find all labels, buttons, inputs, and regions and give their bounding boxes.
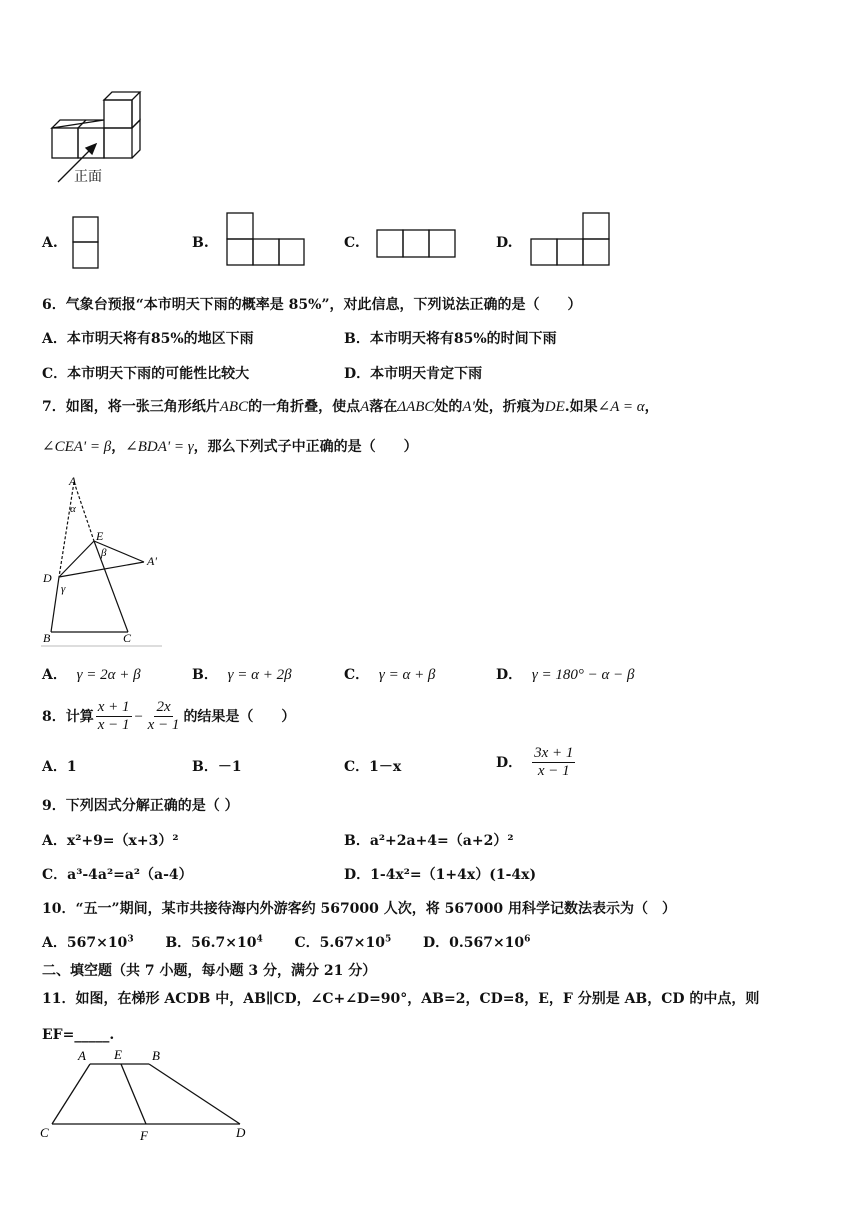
q8-stem-pre: 8．计算	[42, 708, 94, 725]
q6-option-c: C．本市明天下雨的可能性比较大	[42, 366, 250, 382]
q7-side-db	[51, 577, 59, 632]
q7-label-c: C	[123, 631, 132, 645]
q7-stem-part: 处，折痕为	[474, 399, 545, 415]
q8-fraction-1-num: x + 1	[97, 699, 130, 715]
q11-side-ac	[52, 1064, 90, 1124]
q7-label-alpha: α	[70, 503, 76, 515]
q9-option-d: D．1-4x²=（1+4x）(1-4x)	[344, 867, 537, 883]
q8-option-b: B．－1	[192, 759, 242, 775]
q6-stem: 6．气象台预报“本市明天下雨的概率是 85%”，对此信息，下列说法正确的是（ ）	[42, 297, 582, 313]
q10-stem: 10．“五一”期间，某市共接待海内外游客约 567000 人次，将 567000 用科学记数法表示为（ ）	[42, 901, 676, 917]
q10-option-b-base: B．56.7×10	[165, 935, 257, 951]
q7-label-b: B	[43, 631, 51, 645]
q9-stem: 9．下列因式分解正确的是（ ）	[42, 798, 239, 814]
q10-option-d-exp: 6	[524, 934, 531, 945]
q7-stem-part: .如果	[564, 399, 598, 415]
q8-fraction-1	[96, 699, 132, 734]
q11-trapezoid-figure	[36, 1044, 256, 1144]
q7-stem-line1: 7．如图，将一张三角形纸片ABC的一角折叠，使点A落在ΔABC处的A'处，折痕为DE.如果∠A = α，	[42, 399, 659, 415]
q10-option-c-base: C．5.67×10	[294, 935, 385, 951]
q10-option-a	[42, 935, 134, 951]
q8-minus: −	[133, 708, 144, 725]
q6-option-b: B．本市明天将有85%的时间下雨	[344, 331, 557, 347]
q10-option-b-exp: 4	[256, 934, 263, 945]
q7-dashed-ad	[59, 482, 74, 577]
q9-option-c: C．a³-4a²=a²（a-4）	[42, 867, 193, 883]
q7-label-gamma: γ	[61, 583, 66, 595]
q10-option-d-base: D．0.567×10	[422, 935, 525, 951]
q7-label-e: E	[96, 529, 104, 543]
q10-option-d	[423, 935, 530, 951]
q7-option-b-letter: B．	[192, 667, 218, 683]
q7-option-c-letter: C．	[344, 667, 370, 683]
q5-option-c-figure	[376, 229, 458, 259]
q10-option-a-base: A．567×10	[42, 935, 128, 951]
q10-option-c	[295, 935, 392, 951]
q5-option-d-figure	[530, 212, 612, 268]
q7-stem-part: 7．如图，将一张三角形纸片	[42, 399, 220, 415]
q10-option-b	[165, 935, 262, 951]
q7-label-d: D	[43, 571, 52, 585]
q7-dashed-ae	[74, 482, 94, 541]
q7-option-b	[192, 666, 292, 684]
q7-side-ce	[94, 541, 128, 632]
section-2-heading: 二、填空题（共 7 小题，每小题 3 分，满分 21 分）	[42, 963, 377, 979]
q8-option-d-num: 3x + 1	[534, 745, 574, 761]
q8-fraction-2	[146, 699, 182, 734]
q7-triangle-symbol: ΔABC	[397, 399, 435, 415]
q7-option-b-expr: γ = α + 2β	[227, 667, 292, 683]
q5-option-d-letter: D.	[496, 235, 513, 251]
q7-option-d-expr: γ = 180° − α − β	[531, 667, 635, 683]
q7-stem-part: 落在	[369, 399, 398, 415]
q7-label-beta: β	[101, 547, 107, 559]
q7-option-c	[344, 666, 435, 684]
q7-option-d-letter: D．	[496, 667, 523, 683]
q5-option-a-figure	[72, 216, 100, 270]
q5-front-label: 正面	[74, 169, 102, 185]
q8-option-d-den: x − 1	[537, 763, 570, 779]
q9-option-b: B．a²+2a+4=（a+2）²	[344, 833, 514, 849]
q5-option-c-letter: C.	[344, 235, 360, 251]
q5-option-b-letter: B.	[192, 235, 209, 251]
q7-crease-de: DE	[544, 399, 565, 415]
q7-stem-line2: ∠CEA' = β，∠BDA' = γ，那么下列式子中正确的是（ ）	[42, 439, 418, 455]
q8-fraction-1-den: x − 1	[97, 717, 130, 733]
q7-option-a-letter: A．	[42, 667, 67, 683]
q7-triangle-name: ABC	[219, 399, 249, 415]
q9-option-a: A．x²+9=（x+3）²	[42, 833, 179, 849]
q7-option-d	[496, 666, 635, 684]
q7-fold-figure	[36, 472, 168, 648]
q10-options	[42, 934, 530, 952]
q6-option-d: D．本市明天肯定下雨	[344, 366, 483, 382]
q11-label-f: F	[140, 1128, 148, 1143]
q7-label-a-prime: A'	[147, 554, 157, 568]
q5-option-a-letter: A.	[42, 235, 58, 251]
q7-stem-part: 处的	[434, 399, 463, 415]
q8-option-c: C．1－x	[344, 759, 402, 775]
q7-option-c-expr: γ = α + β	[378, 667, 436, 683]
q7-option-a	[42, 666, 141, 684]
q8-option-d-fraction	[532, 745, 575, 780]
q8-fraction-2-den: x − 1	[147, 717, 180, 733]
q11-answer-line: EF=_____.	[42, 1027, 115, 1043]
q8-stem-post: 的结果是（ ）	[183, 708, 296, 725]
q11-label-d: D	[236, 1125, 246, 1140]
q11-stem: 11．如图，在梯形 ACDB 中，AB∥CD，∠C+∠D=90°，AB=2，CD=8，E，F 分别是 AB，CD 的中点，则	[42, 991, 760, 1007]
q6-option-a: A．本市明天将有85%的地区下雨	[42, 331, 254, 347]
q7-point-a: A	[360, 399, 370, 415]
q11-label-b: B	[152, 1048, 160, 1063]
q7-option-a-expr: γ = 2α + β	[76, 667, 141, 683]
q11-label-a: A	[78, 1048, 86, 1063]
q11-side-bd	[149, 1064, 240, 1124]
q10-option-c-exp: 5	[384, 934, 392, 945]
q5-option-b-figure	[226, 212, 306, 268]
q7-label-a: A	[69, 474, 77, 488]
q7-angle-a: ∠A = α	[597, 399, 645, 415]
q7-point-a-prime: A'	[462, 399, 475, 415]
q8-option-d	[496, 745, 577, 780]
q7-angle-cea: ∠CEA' = β	[42, 439, 112, 455]
q11-segment-ef	[121, 1064, 146, 1124]
q11-label-e: E	[114, 1047, 122, 1062]
q7-stem-part: ，那么下列式子中正确的是（ ）	[193, 439, 418, 455]
q8-stem	[42, 699, 295, 734]
q8-fraction-2-num: 2x	[156, 699, 171, 715]
q7-stem-part: 的一角折叠，使点	[248, 399, 361, 415]
q8-option-d-letter: D．	[496, 754, 523, 771]
q10-option-a-exp: 3	[127, 934, 134, 945]
q11-label-c: C	[40, 1125, 49, 1140]
q8-option-a: A．1	[42, 759, 77, 775]
q7-angle-bda: ∠BDA' = γ	[125, 439, 194, 455]
